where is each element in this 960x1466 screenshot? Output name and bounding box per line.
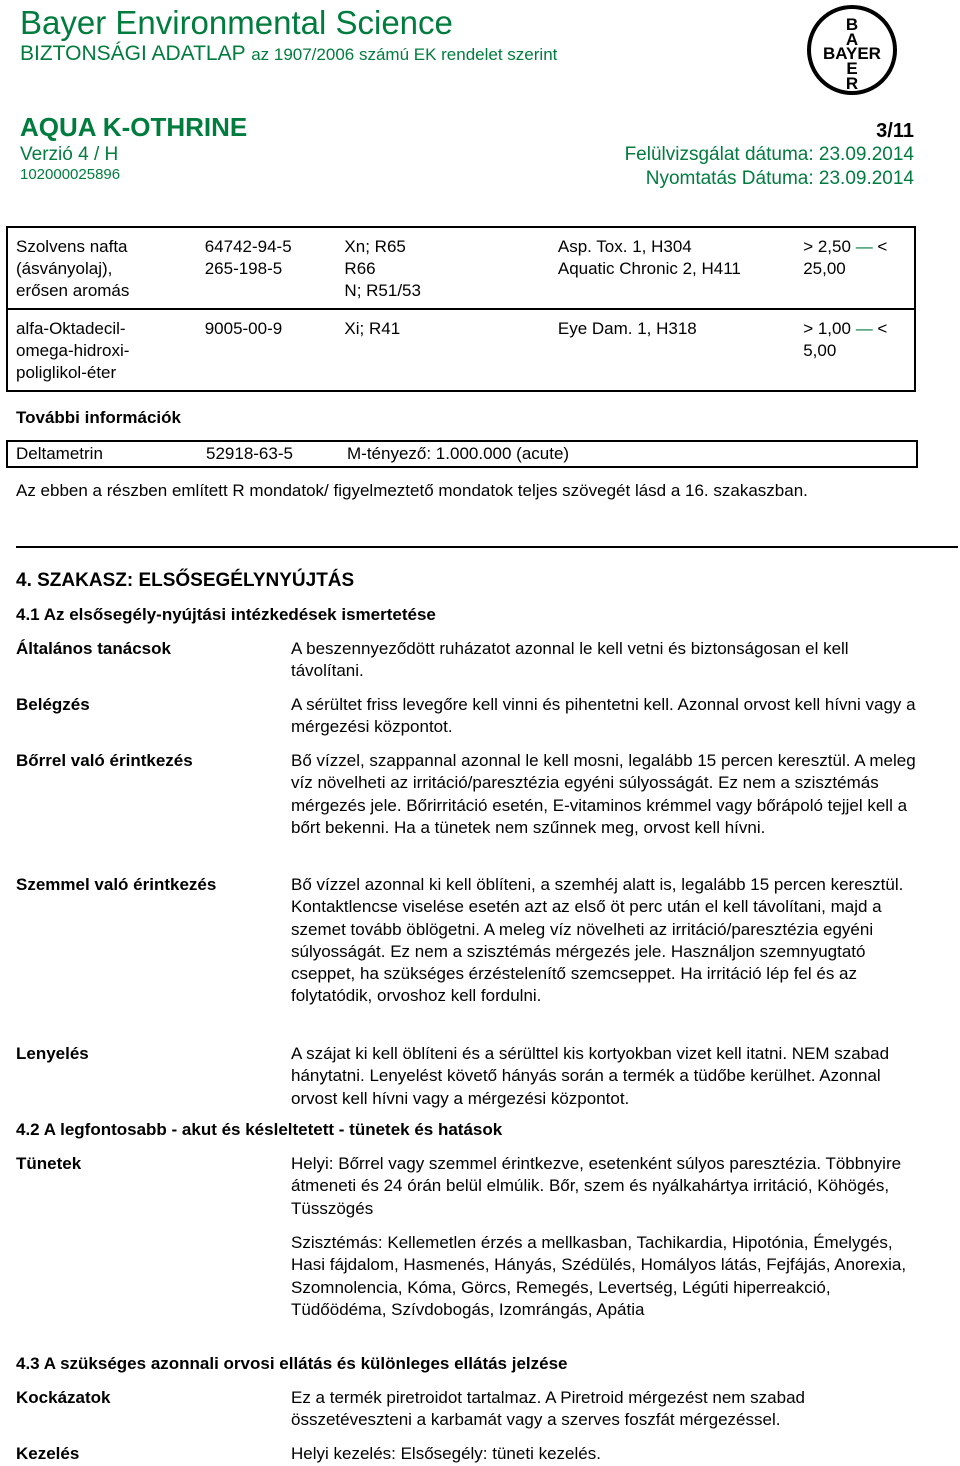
treatment-label: Kezelés <box>16 1444 80 1463</box>
subsection-4-2: 4.2 A legfontosabb - akut és késleltetett - tünetek és hatások <box>16 1120 503 1139</box>
general-advice-label: Általános tanácsok <box>16 639 171 658</box>
inhalation-label: Belégzés <box>16 695 90 714</box>
eye-contact-text: Bő vízzel azonnal ki kell öblíteni, a szemhéj alatt is, legalább 15 percen keresztül. Kontaktlencse viselése esetén azt az első öt perc után el kell távolítani, majd a szemet tovább öblögetni. A meleg víz növelheti az irritáció/paresztézia egyéni súlyosságát. Ez nem a szisztémás mérgezés jele. Használjon szemnyugtató cseppet, ha szükséges érzéstelenítő szemcseppet. Ha irritáció lép fel és az folytatódik, orvoshoz kell fordulni. <box>291 875 904 1006</box>
table-row <box>7 227 915 309</box>
m-factor-cas: 52918-63-5 <box>206 444 293 463</box>
component-classification: Xn; R65 R66 N; R51/53 <box>336 227 549 309</box>
version-value: 4 / H <box>78 144 119 165</box>
logo-letter-b: B <box>845 15 859 34</box>
version-label: Verzió <box>20 144 73 165</box>
component-name: alfa-Oktadecil- omega-hidroxi- poliglikol-éter <box>7 309 197 391</box>
hazards-label: Kockázatok <box>16 1388 111 1407</box>
table-row <box>7 309 915 391</box>
symptoms-label: Tünetek <box>16 1154 82 1173</box>
subsection-4-3: 4.3 A szükséges azonnali orvosi ellátás és különleges ellátás jelzése <box>16 1354 568 1373</box>
revision-label: Felülvizsgálat dátuma: <box>624 144 814 165</box>
product-name: AQUA K-OTHRINE <box>20 112 248 142</box>
logo-letter-r: R <box>845 74 859 93</box>
treatment-text: Helyi kezelés: Elsősegély: tüneti kezelés. <box>291 1444 601 1463</box>
ingestion-label: Lenyelés <box>16 1044 89 1063</box>
section-divider <box>16 546 958 548</box>
inhalation-text: A sérültet friss levegőre kell vinni és pihentetni kell. Azonnal orvost kell hívni vagy a mérgezési központot. <box>291 695 916 737</box>
skin-contact-text: Bő vízzel, szappannal azonnal le kell mosni, legalább 15 percen keresztül. A meleg víz növelheti az irritáció/paresztézia egyéni súlyosságát. Ez nem a szisztémás mérgezés jele. Bőrirritáció esetén, E-vitaminos krémmel vagy bőrápoló tejjel kell a bőrt bekenni. Ha a tünetek nem szűnnek meg, orvost kell hívni. <box>291 751 916 837</box>
component-cas: 64742-94-5 265-198-5 <box>197 227 337 309</box>
revision-value: 23.09.2014 <box>818 144 914 165</box>
regulation-text: az 1907/2006 számú EK rendelet szerint <box>251 45 558 64</box>
logo-letter-e: E <box>846 59 858 78</box>
bayer-logo <box>806 4 898 96</box>
symptoms-systemic-text: Szisztémás: Kellemetlen érzés a mellkasban, Tachikardia, Hipotónia, Émelygés, Hasi fájdalom, Hasmenés, Hányás, Szédülés, Homályos látás, Fejfájás, Anorexia, Szomnolencia, Kóma, Görcs, Remegés, Levertség, Légúti hiperreakció, Tüdőödéma, Szívdobogás, Izomrángás, Apátia <box>291 1233 907 1319</box>
page-number: 3/11 <box>876 120 914 142</box>
m-factor-substance: Deltametrin <box>16 444 103 463</box>
document-type: BIZTONSÁGI ADATLAP <box>20 42 246 65</box>
print-label: Nyomtatás Dátuma: <box>645 168 814 189</box>
print-date <box>646 168 914 190</box>
component-concentration: > 1,00 — < 5,00 <box>795 309 915 391</box>
document-subtitle <box>20 42 557 67</box>
hazards-text: Ez a termék piretroidot tartalmaz. A Piretroid mérgezést nem szabad összetéveszteni a karbamát vagy a szerves foszfát mérgezéssel. <box>291 1388 806 1430</box>
component-clp: Asp. Tox. 1, H304 Aquatic Chronic 2, H411 <box>550 227 795 309</box>
general-advice-text: A beszennyeződött ruházatot azonnal le kell vetni és biztonságosan el kell távolítani. <box>291 639 849 681</box>
components-table <box>6 226 916 392</box>
further-info-heading: További információk <box>16 408 181 427</box>
r-phrase-note: Az ebben a részben említett R mondatok/ figyelmeztető mondatok teljes szövegét lásd a 16. szakaszban. <box>16 481 808 500</box>
section-title: 4. SZAKASZ: ELSŐSEGÉLYNYÚJTÁS <box>16 570 355 591</box>
version <box>20 144 118 166</box>
revision-date <box>625 144 914 166</box>
subsection-4-1: 4.1 Az elsősegély-nyújtási intézkedések ismertetése <box>16 605 436 624</box>
ingestion-text: A szájat ki kell öblíteni és a sérülttel kis kortyokban vizet kell itatni. NEM szabad hánytatni. Lenyelést követő hányás során a termék a tüdőbe kerülhet. Azonnal orvost kell hívni vagy a mérgezési központot. <box>291 1044 890 1108</box>
print-value: 23.09.2014 <box>818 168 914 189</box>
document-number: 102000025896 <box>20 166 121 183</box>
skin-contact-label: Bőrrel való érintkezés <box>16 751 193 770</box>
m-factor-value: M-tényező: 1.000.000 (acute) <box>347 444 570 463</box>
component-classification: Xi; R41 <box>336 309 549 391</box>
component-clp: Eye Dam. 1, H318 <box>550 309 795 391</box>
symptoms-local-text: Helyi: Bőrrel vagy szemmel érintkezve, esetenként súlyos paresztézia. Többnyire átmeneti és 24 órán belül elmúlik. Bőr, szem és nyálkahártya irritáció, Köhögés, Tüsszögés <box>291 1154 902 1218</box>
component-cas: 9005-00-9 <box>197 309 337 391</box>
component-concentration: > 2,50 — < 25,00 <box>795 227 915 309</box>
component-name: Szolvens nafta (ásványolaj), erősen aromás <box>7 227 197 309</box>
eye-contact-label: Szemmel való érintkezés <box>16 875 217 894</box>
m-factor-box <box>6 440 918 468</box>
company-name: Bayer Environmental Science <box>20 4 453 41</box>
logo-word: BAYER <box>823 44 881 63</box>
logo-letter-a: A <box>845 30 859 49</box>
